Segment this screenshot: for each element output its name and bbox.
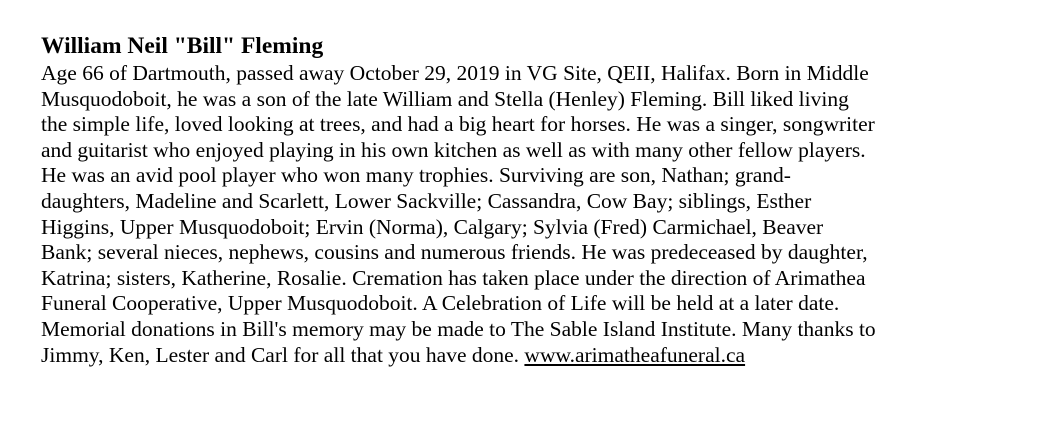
body-line: Musquodoboit, he was a son of the late William and Stella (Henley) Fleming. Bill liked living — [41, 86, 849, 111]
body-line: the simple life, loved looking at trees, and had a big heart for horses. He was a singer, songwriter — [41, 112, 875, 137]
body-line: Funeral Cooperative, Upper Musquodoboit. A Celebration of Life will be held at a later date. — [41, 291, 840, 316]
body-line: daughters, Madeline and Scarlett, Lower Sackville; Cassandra, Cow Bay; siblings, Esther — [41, 188, 812, 213]
obituary-title: William Neil "Bill" Fleming — [41, 33, 324, 59]
body-line-last — [41, 343, 1041, 369]
body-line-last-text: Jimmy, Ken, Lester and Carl for all that you have done. — [41, 342, 525, 367]
body-line: Memorial donations in Bill's memory may be made to The Sable Island Institute. Many thanks to — [41, 316, 876, 341]
funeral-website-link[interactable]: www.arimatheafuneral.ca — [524, 342, 746, 367]
body-line: He was an avid pool player who won many trophies. Surviving are son, Nathan; grand- — [41, 163, 791, 188]
body-line: Higgins, Upper Musquodoboit; Ervin (Norma), Calgary; Sylvia (Fred) Carmichael, Beaver — [41, 214, 824, 239]
body-line: Bank; several nieces, nephews, cousins and numerous friends. He was predeceased by daughter, — [41, 240, 868, 265]
body-line: Katrina; sisters, Katherine, Rosalie. Cremation has taken place under the direction of Arimathea — [41, 265, 866, 290]
obituary — [41, 31, 1041, 368]
body-line: and guitarist who enjoyed playing in his own kitchen as well as with many other fellow players. — [41, 137, 866, 162]
body-line: Age 66 of Dartmouth, passed away October 29, 2019 in VG Site, QEII, Halifax. Born in Middle — [41, 61, 869, 85]
obituary-body — [41, 61, 1041, 368]
